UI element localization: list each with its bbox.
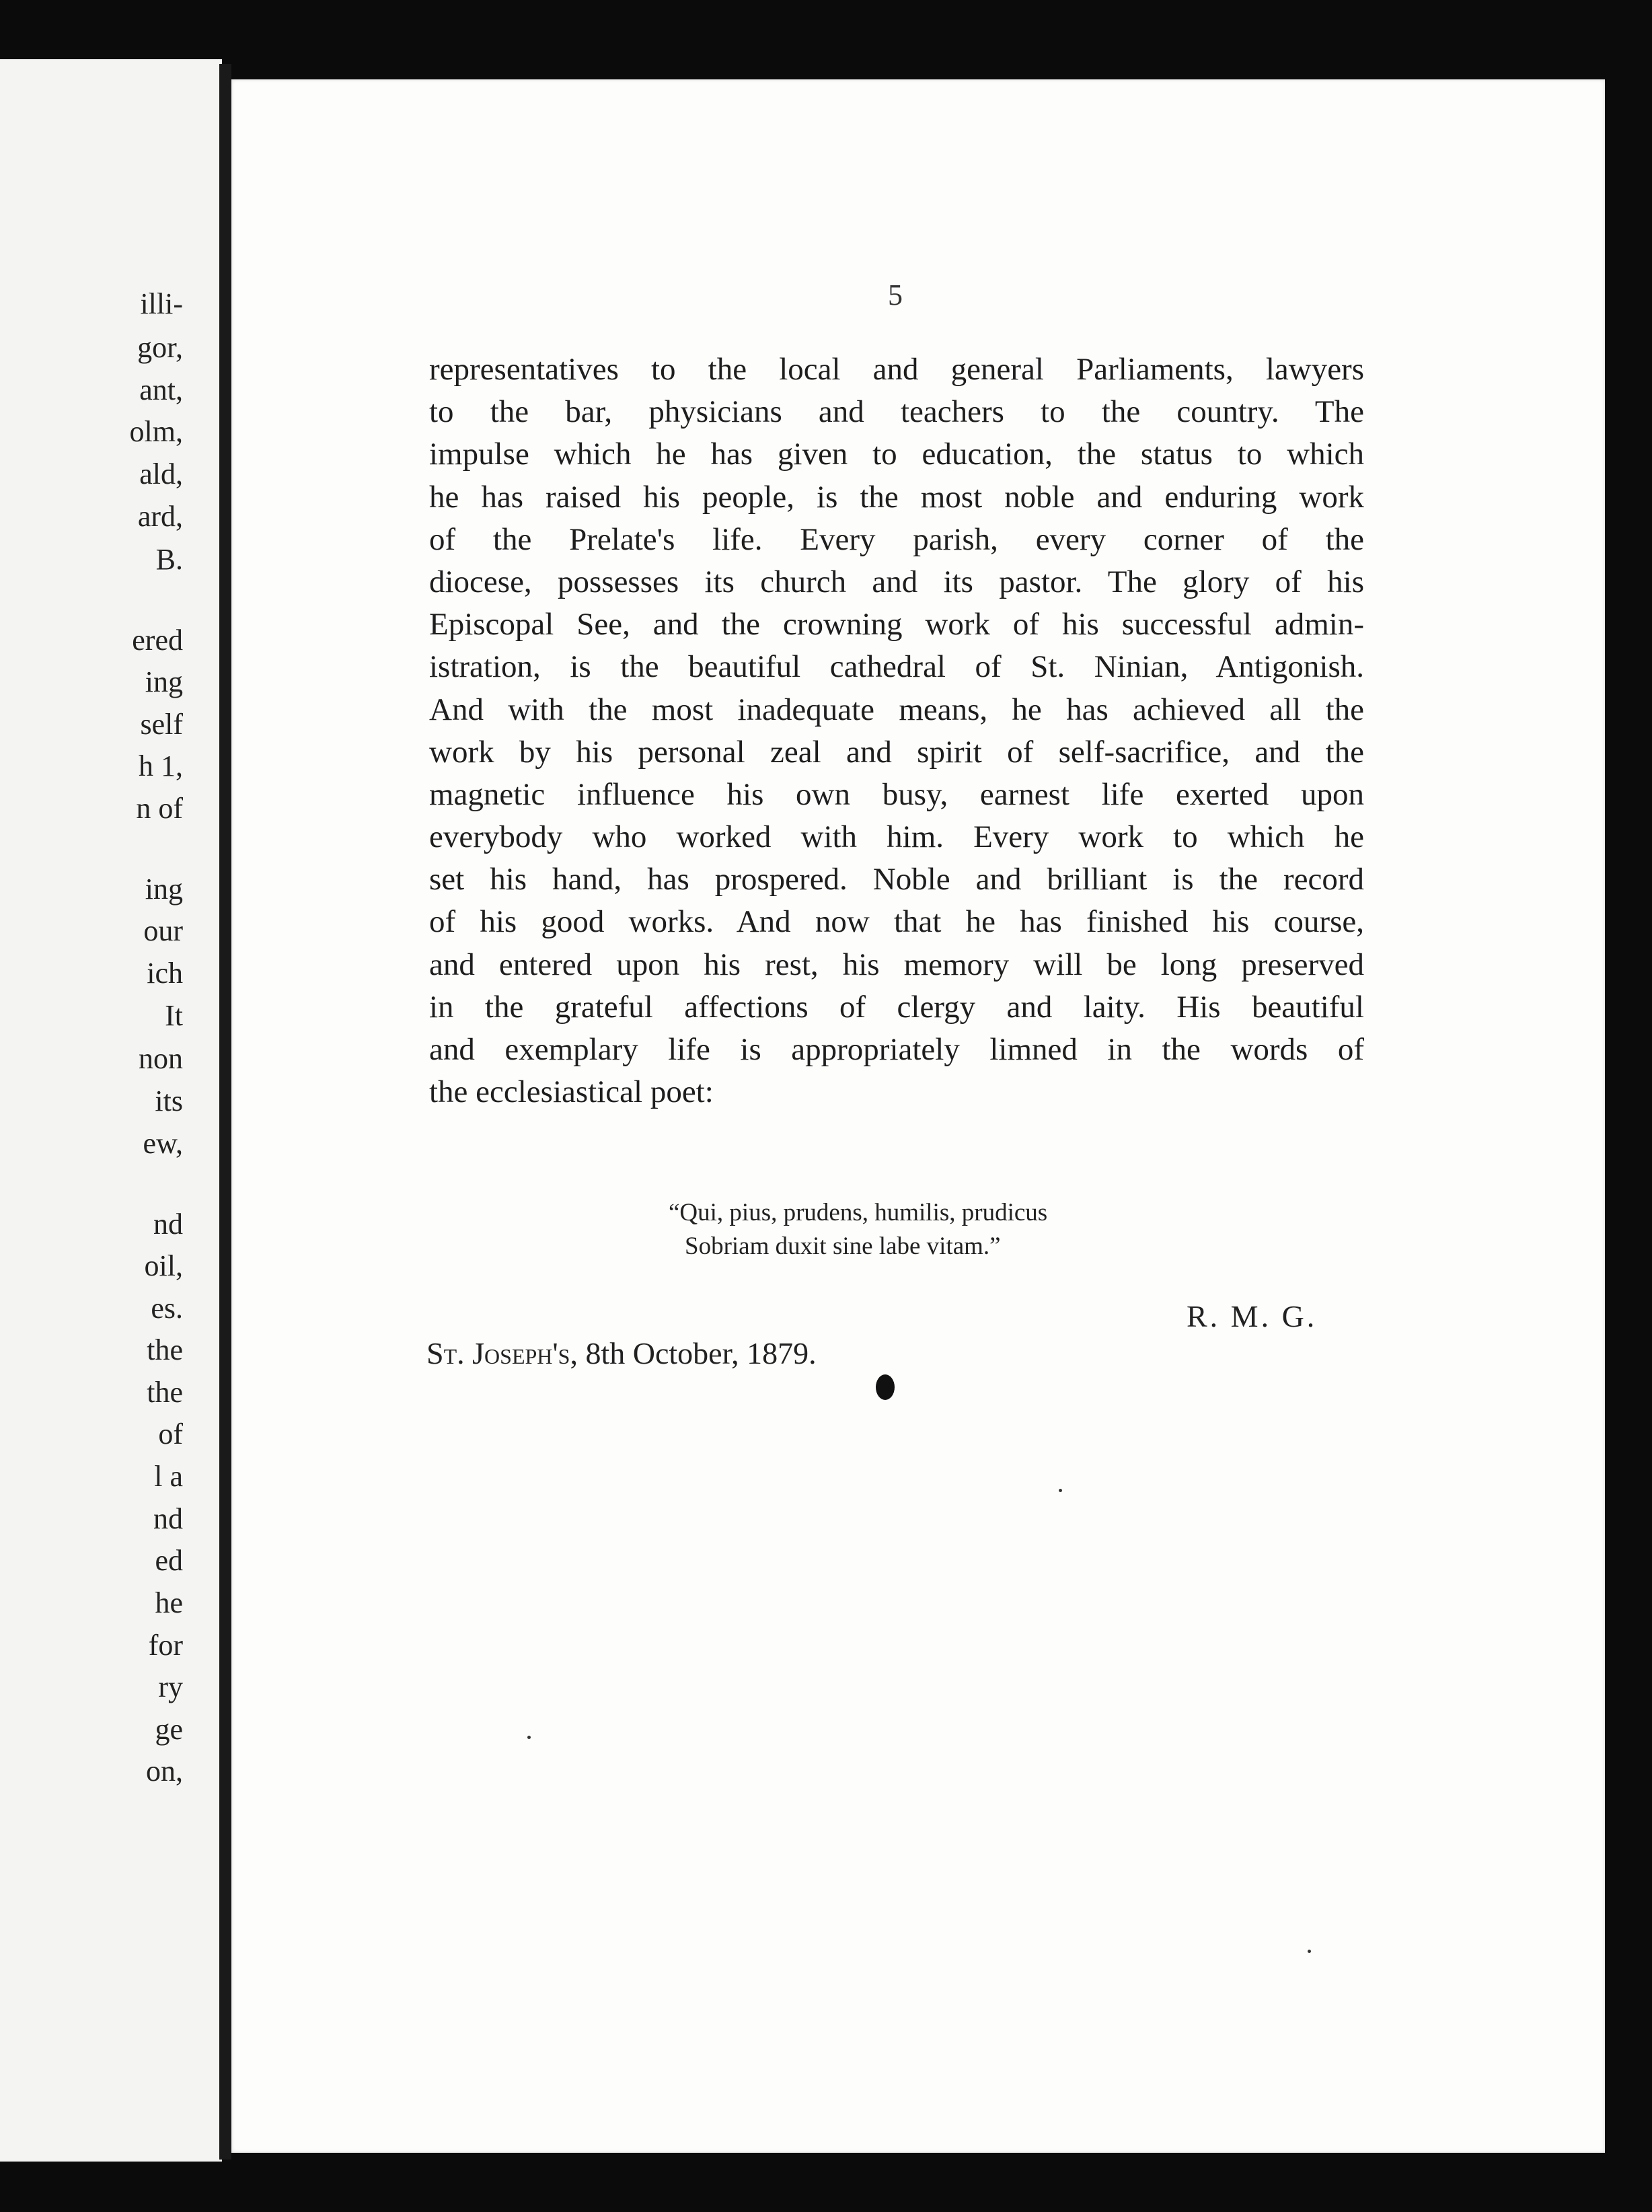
left-page-text-fragment: illi- <box>140 287 183 320</box>
body-paragraph <box>429 348 1364 1113</box>
signoff-date: , 8th October, 1879. <box>570 1336 817 1370</box>
signoff-place: St. Joseph's <box>426 1336 570 1370</box>
left-page-text-fragment: ry <box>158 1670 183 1703</box>
body-line: of the Prelate's life. Every parish, every corner of the <box>429 521 1364 557</box>
left-page-text-fragment: non <box>139 1042 183 1075</box>
adjacent-left-page <box>0 59 222 2162</box>
left-page-text-fragment: es. <box>151 1292 183 1325</box>
left-page-text-fragment: n of <box>136 792 183 825</box>
body-line: representatives to the local and general Parliaments, lawyers <box>429 352 1364 387</box>
body-line: he has raised his people, is the most noble and enduring work <box>429 479 1364 515</box>
left-page-text-fragment: ich <box>147 957 183 990</box>
body-line: And with the most inadequate means, he has achieved all the <box>429 692 1364 727</box>
left-page-text-fragment: self <box>140 708 183 741</box>
left-page-text-fragment: of <box>158 1417 183 1450</box>
signoff-line <box>426 1335 817 1371</box>
body-line: set his hand, has prospered. Noble and brilliant is the record <box>429 862 1364 897</box>
left-page-text-fragment: on, <box>146 1755 183 1787</box>
body-line: and exemplary life is appropriately limned in the words of <box>429 1032 1364 1067</box>
body-line: and entered upon his rest, his memory will be long preserved <box>429 947 1364 982</box>
left-page-text-fragment: ge <box>155 1713 183 1746</box>
body-line: impulse which he has given to education, the status to which <box>429 437 1364 472</box>
body-line: in the grateful affections of clergy and laity. His beautiful <box>429 989 1364 1025</box>
left-page-text-fragment: ed <box>155 1544 183 1577</box>
left-page-text-fragment: nd <box>153 1208 183 1241</box>
body-line: diocese, possesses its church and its pastor. The glory of his <box>429 564 1364 599</box>
left-page-text-fragment: ing <box>145 665 183 698</box>
body-line: of his good works. And now that he has finished his course, <box>429 904 1364 940</box>
body-line: the ecclesiastical poet: <box>429 1074 714 1110</box>
left-page-text-fragment: its <box>155 1084 183 1117</box>
left-page-text-fragment: h 1, <box>139 749 183 782</box>
body-line: everybody who worked with him. Every work to which he <box>429 819 1364 855</box>
left-page-text-fragment: oil, <box>144 1249 183 1282</box>
left-page-text-fragment: ew, <box>143 1127 183 1160</box>
body-line: to the bar, physicians and teachers to the country. The <box>429 394 1364 430</box>
left-page-text-fragment: ered <box>132 624 183 657</box>
left-page-text-fragment: gor, <box>137 331 183 364</box>
author-initials: R. M. G. <box>1187 1299 1318 1333</box>
left-page-text-fragment: he <box>155 1586 183 1619</box>
quote-line: “Qui, pius, prudens, humilis, prudicus <box>669 1199 1048 1226</box>
body-line: Episcopal See, and the crowning work of his successful admin- <box>429 607 1364 642</box>
document-page <box>231 79 1605 2153</box>
body-line: work by his personal zeal and spirit of self-sacrifice, and the <box>429 734 1364 770</box>
left-page-text-fragment: ard, <box>137 500 183 533</box>
left-page-text-fragment: ald, <box>139 457 183 490</box>
left-page-text-fragment: our <box>143 914 183 947</box>
left-page-text-fragment: olm, <box>129 415 183 448</box>
page-number: 5 <box>888 279 903 311</box>
body-line: istration, is the beautiful cathedral of St. Ninian, Antigonish. <box>429 649 1364 685</box>
quote-line: Sobriam duxit sine labe vitam.” <box>685 1232 1001 1260</box>
left-page-text-fragment: ing <box>145 873 183 906</box>
ink-speck <box>1059 1489 1062 1492</box>
left-page-text-fragment: B. <box>155 543 183 576</box>
ink-speck <box>1308 1950 1311 1953</box>
ink-blot <box>876 1374 895 1400</box>
left-page-text-fragment: the <box>147 1376 183 1409</box>
left-page-text-fragment: for <box>148 1629 183 1662</box>
binding-gutter <box>219 64 231 2160</box>
ink-speck <box>527 1736 531 1739</box>
left-page-text-fragment: the <box>147 1333 183 1366</box>
left-page-text-fragment: l a <box>154 1460 183 1493</box>
left-page-text-fragment: ant, <box>139 373 183 406</box>
left-page-text-fragment: nd <box>153 1502 183 1535</box>
left-page-text-fragment: It <box>165 999 183 1032</box>
body-line: magnetic influence his own busy, earnest life exerted upon <box>429 776 1364 812</box>
latin-quotation <box>669 1196 1274 1263</box>
